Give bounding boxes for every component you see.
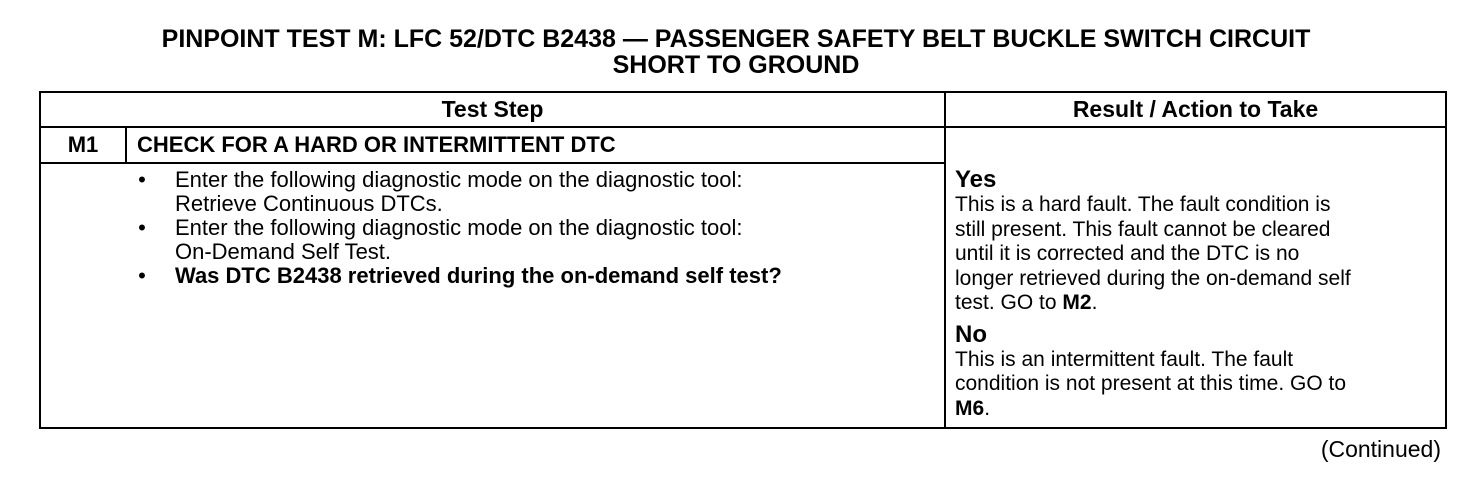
result-line: still present. This fault cannot be cleared [955,217,1331,241]
instruction-line: Retrieve Continuous DTCs. [175,191,443,216]
result-yes [955,167,1445,316]
instruction-line: Enter the following diagnostic mode on the diagnostic tool: [175,215,743,240]
instruction-line: Enter the following diagnostic mode on the diagnostic tool: [175,167,743,192]
page-title [0,26,1472,78]
continued-note: (Continued) [1320,436,1441,462]
pinpoint-test-table [39,91,1447,429]
bullet-icon: • [138,167,146,192]
result-line: This is a hard fault. The fault condition is [955,193,1331,216]
instruction-line: On-Demand Self Test. [175,239,392,264]
result-line-goto [955,397,1445,422]
goto-step-link[interactable]: M6 [955,396,985,420]
header-test-step: Test Step [441,96,544,122]
instruction-item [132,216,932,264]
step-id: M1 [67,132,99,157]
result-action-column [955,167,1445,421]
result-no-label: No [955,320,987,348]
bullet-icon: • [138,263,146,288]
step-title-divider [41,162,944,164]
goto-suffix: . [984,396,991,420]
title-line-2: SHORT TO GROUND [612,51,860,79]
step-id-divider [125,126,127,162]
result-line: condition is not present at this time. GO to [955,372,1347,395]
instruction-line: Was DTC B2438 retrieved during the on-demand self test? [175,263,782,288]
result-line: longer retrieved during the on-demand self [955,266,1351,290]
result-no [955,322,1445,422]
column-divider [944,93,946,427]
result-yes-label: Yes [955,166,997,193]
result-line: test. GO to [955,291,1063,314]
goto-suffix: . [1091,291,1098,314]
title-line-1: PINPOINT TEST M: LFC 52/DTC B2438 — PASSENGER SAFETY BELT BUCKLE SWITCH CIRCUIT [161,25,1311,53]
step-instructions [132,168,932,288]
result-line: until it is corrected and the DTC is no [955,242,1300,265]
header-result-action: Result / Action to Take [1072,96,1319,122]
step-title: CHECK FOR A HARD OR INTERMITTENT DTC [137,132,616,157]
instruction-question [132,264,932,288]
instruction-item [132,168,932,216]
result-line-goto [955,291,1445,316]
goto-step-link[interactable]: M2 [1062,291,1092,314]
bullet-icon: • [138,215,146,240]
result-line: This is an intermittent fault. The fault [955,347,1294,371]
